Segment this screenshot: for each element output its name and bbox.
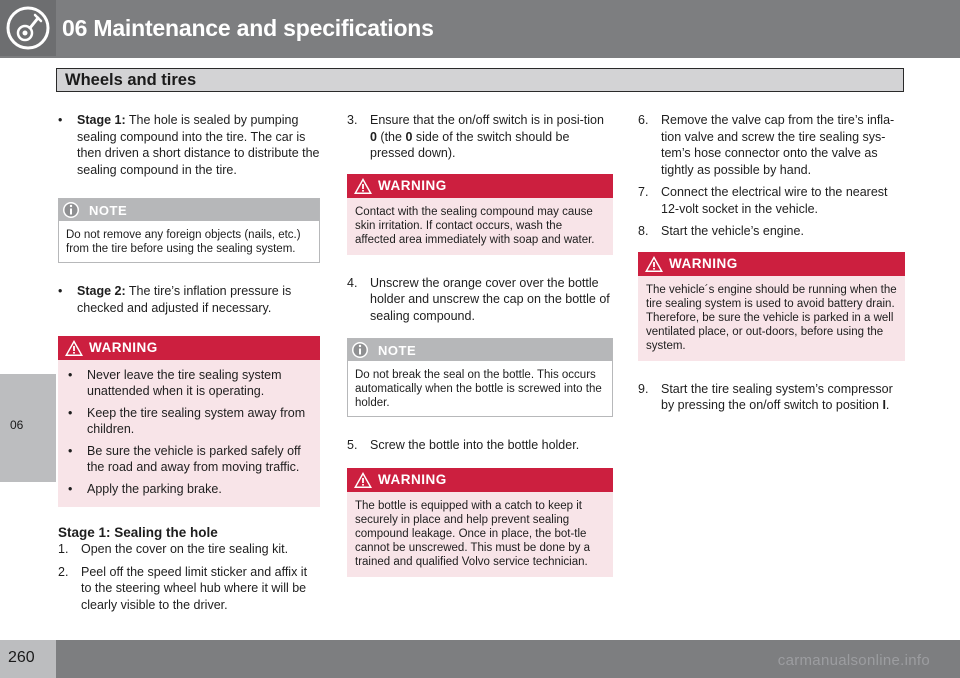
warning-text: Contact with the sealing compound may cause skin irritation. If contact occurs, wash the affected area immediately with soap and water. — [355, 205, 595, 246]
warning-label: WARNING — [378, 471, 447, 487]
step-number: 1. — [58, 542, 69, 556]
step-text: Unscrew the orange cover over the bottle holder and unscrew the cap on the bottle of sealing compound. — [370, 275, 610, 323]
step-number: 7. — [638, 185, 649, 199]
note-text: Do not remove any foreign objects (nails, etc.) from the tire before using the sealing system. — [66, 229, 301, 255]
step-text: Start the vehicle’s engine. — [661, 224, 804, 238]
page-number-box — [0, 640, 56, 678]
stage1-label: Stage 1: — [77, 113, 126, 127]
chapter-title: 06 Maintenance and specifications — [62, 15, 434, 41]
section-bar — [56, 68, 904, 92]
warning-item: • Apply the parking brake. — [68, 482, 222, 496]
warning-triangle-icon — [353, 177, 373, 195]
step-text: Connect the electrical wire to the nearest 12-volt socket in the vehicle. — [661, 185, 888, 216]
stage2-text: The tire’s inflation pressure is checked and adjusted if necessary. — [77, 284, 292, 315]
warning-text: The bottle is equipped with a catch to keep it securely in place and help prevent sealing compound leakage. Once in place, the bot-tle cannot be unscrewed. This must be done by a trained and qualified Volvo service technician. — [355, 499, 591, 568]
step-number: 3. — [347, 113, 358, 127]
page-footer — [0, 640, 960, 678]
stage1-bullet — [58, 112, 320, 178]
section-title: Wheels and tires — [65, 71, 197, 89]
info-icon — [351, 341, 369, 359]
warning-text: The vehicle´s engine should be running when the tire sealing system is used to avoid battery drain. Therefore, be sure the vehicle is parked in a well ventilated place, or out-doors, before using the system. — [646, 283, 897, 352]
wrench-gear-icon — [0, 0, 56, 56]
warning-triangle-icon — [644, 255, 664, 273]
warning-item: • Keep the tire sealing system away from children. — [68, 406, 306, 436]
side-tab-label: 06 — [10, 418, 24, 432]
step-5 — [347, 437, 613, 454]
warning-header — [347, 174, 613, 198]
step-8 — [638, 223, 905, 240]
subsection-heading: Stage 1: Sealing the hole — [58, 525, 218, 540]
step-2 — [58, 564, 320, 614]
warning-item: • Be sure the vehicle is parked safely off the road and away from moving traffic. — [68, 444, 301, 474]
step-number: 9. — [638, 381, 649, 396]
step-1 — [58, 541, 320, 558]
bullet-dot: • — [68, 444, 73, 458]
note-header — [348, 339, 612, 361]
bullet-dot: • — [68, 368, 73, 382]
stage2-label: Stage 2: — [77, 284, 126, 298]
column-2 — [347, 112, 613, 597]
step-7 — [638, 184, 905, 217]
column-1 — [58, 112, 320, 619]
warning-box — [58, 336, 320, 507]
warning-triangle-icon — [64, 339, 84, 357]
info-icon — [62, 201, 80, 219]
page-number: 260 — [8, 649, 35, 666]
warning-label: WARNING — [669, 255, 738, 271]
warning-box — [638, 252, 905, 361]
note-box — [347, 338, 613, 417]
note-label: NOTE — [378, 343, 417, 358]
step-text: Screw the bottle into the bottle holder. — [370, 438, 580, 452]
watermark: carmanualsonline.info — [777, 652, 930, 669]
warning-box — [347, 174, 613, 255]
warning-header — [58, 336, 320, 360]
bullet-dot: • — [58, 113, 63, 127]
note-text: Do not break the seal on the bottle. This occurs automatically when the bottle is screwed into the holder. — [355, 369, 602, 409]
step-text: Peel off the speed limit sticker and affix it to the steering wheel hub where it will be clearly visible to the driver. — [81, 564, 308, 612]
stage1-text: The hole is sealed by pumping sealing compound into the tire. The car is then driven a short distance to distribute the sealing compound in the tire. — [77, 113, 320, 177]
step-6 — [638, 112, 905, 178]
step-number: 6. — [638, 113, 649, 127]
warning-header — [347, 468, 613, 492]
note-header — [59, 199, 319, 221]
step-3: 3. Ensure that the on/off switch is in posi-tion 0 (the 0 side of the switch should be pressed down). — [347, 113, 604, 160]
bullet-dot: • — [68, 482, 73, 496]
step-number: 4. — [347, 275, 358, 290]
warning-item: • Never leave the tire sealing system unattended when it is operating. — [68, 368, 282, 398]
stage2-bullet — [58, 283, 320, 316]
note-box — [58, 198, 320, 263]
bullet-dot: • — [68, 406, 73, 420]
warning-body — [58, 360, 320, 507]
column-3 — [638, 112, 905, 420]
chapter-header — [0, 0, 960, 58]
warning-triangle-icon — [353, 471, 373, 489]
step-number: 8. — [638, 224, 649, 238]
warning-box — [347, 468, 613, 577]
step-number: 5. — [347, 438, 358, 452]
step-9: 9. Start the tire sealing system’s compressor by pressing the on/off switch to position I. — [638, 381, 893, 412]
step-text: Open the cover on the tire sealing kit. — [81, 542, 289, 556]
warning-header — [638, 252, 905, 276]
step-text: Remove the valve cap from the tire’s infla-tion valve and screw the tire sealing sys-tem’s hose connector onto the valve as tightly as possible by hand. — [661, 113, 895, 177]
step-number: 2. — [58, 564, 69, 579]
warning-label: WARNING — [378, 177, 447, 193]
bullet-dot: • — [58, 284, 63, 298]
note-label: NOTE — [89, 203, 128, 218]
step-4 — [347, 275, 613, 325]
chapter-side-tab — [0, 374, 56, 482]
warning-label: WARNING — [89, 340, 158, 355]
